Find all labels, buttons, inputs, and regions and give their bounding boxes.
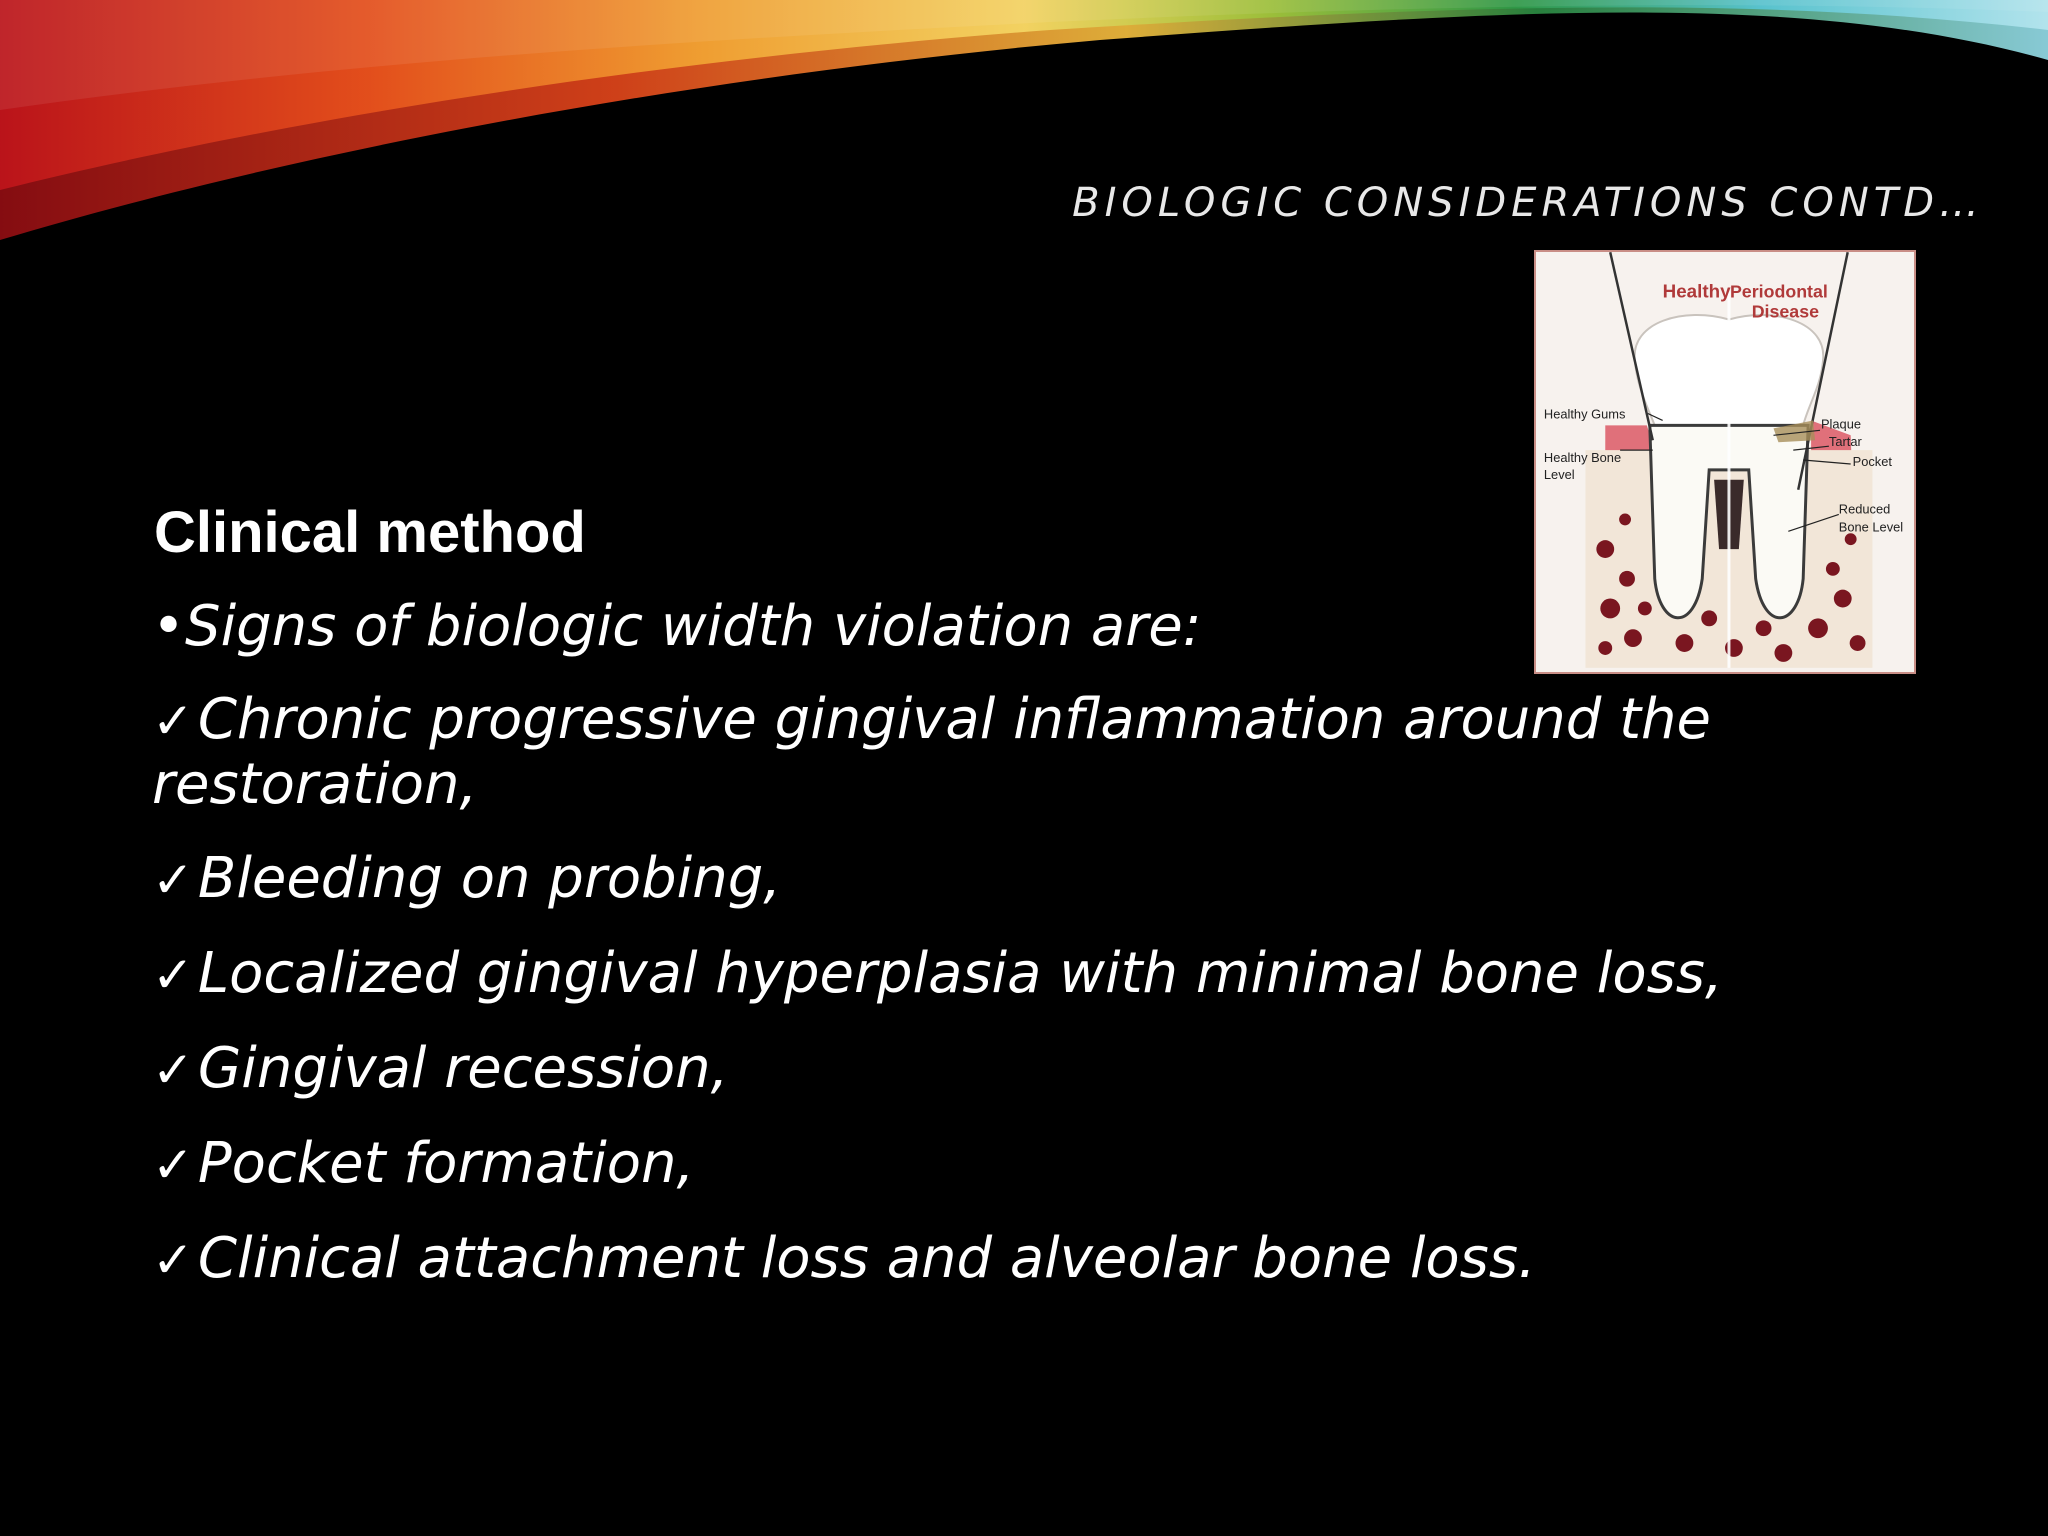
checkmark-icon: ✓ — [152, 1136, 194, 1194]
label-pocket: Pocket — [1852, 453, 1892, 469]
label-level: Level — [1543, 466, 1575, 482]
label-healthy: Healthy — [1662, 280, 1731, 302]
list-item — [152, 1227, 1912, 1292]
list-item — [152, 1132, 1912, 1197]
checkmark-icon: ✓ — [152, 692, 194, 750]
label-disease: Disease — [1751, 301, 1820, 322]
label-tartar: Tartar — [1828, 434, 1862, 450]
list-item-text: Pocket formation, — [197, 1131, 695, 1196]
label-reduced: Reduced — [1838, 501, 1891, 517]
label-bone-level: Bone Level — [1838, 519, 1904, 535]
list-item-text: Clinical attachment loss and alveolar bone loss. — [197, 1226, 1536, 1291]
checkmark-icon: ✓ — [152, 1041, 194, 1099]
list-item — [152, 942, 1912, 1007]
label-healthy-bone: Healthy Bone — [1543, 450, 1622, 465]
list-item-text: Chronic progressive gingival inflammation around the restoration, — [152, 687, 1711, 817]
signs-list — [152, 688, 1912, 1292]
checkmark-icon: ✓ — [152, 946, 194, 1004]
slide-title: BIOLOGIC CONSIDERATIONS CONTD… — [1072, 180, 1984, 226]
label-plaque: Plaque — [1820, 416, 1862, 432]
content-heading: Clinical method — [154, 500, 586, 565]
list-item-text: Gingival recession, — [197, 1036, 729, 1101]
list-item — [152, 1037, 1912, 1102]
label-periodontal: Periodontal — [1729, 281, 1828, 302]
label-healthy-gums: Healthy Gums — [1543, 406, 1626, 422]
checkmark-icon: ✓ — [152, 851, 194, 909]
checkmark-icon: ✓ — [152, 1231, 194, 1289]
list-item-text: Localized gingival hyperplasia with minimal bone loss, — [197, 941, 1723, 1006]
list-item — [152, 688, 1912, 817]
lead-line: •Signs of biologic width violation are: — [152, 594, 1202, 659]
slide-content — [152, 498, 1912, 1322]
list-item-text: Bleeding on probing, — [197, 846, 782, 911]
list-item — [152, 847, 1912, 912]
